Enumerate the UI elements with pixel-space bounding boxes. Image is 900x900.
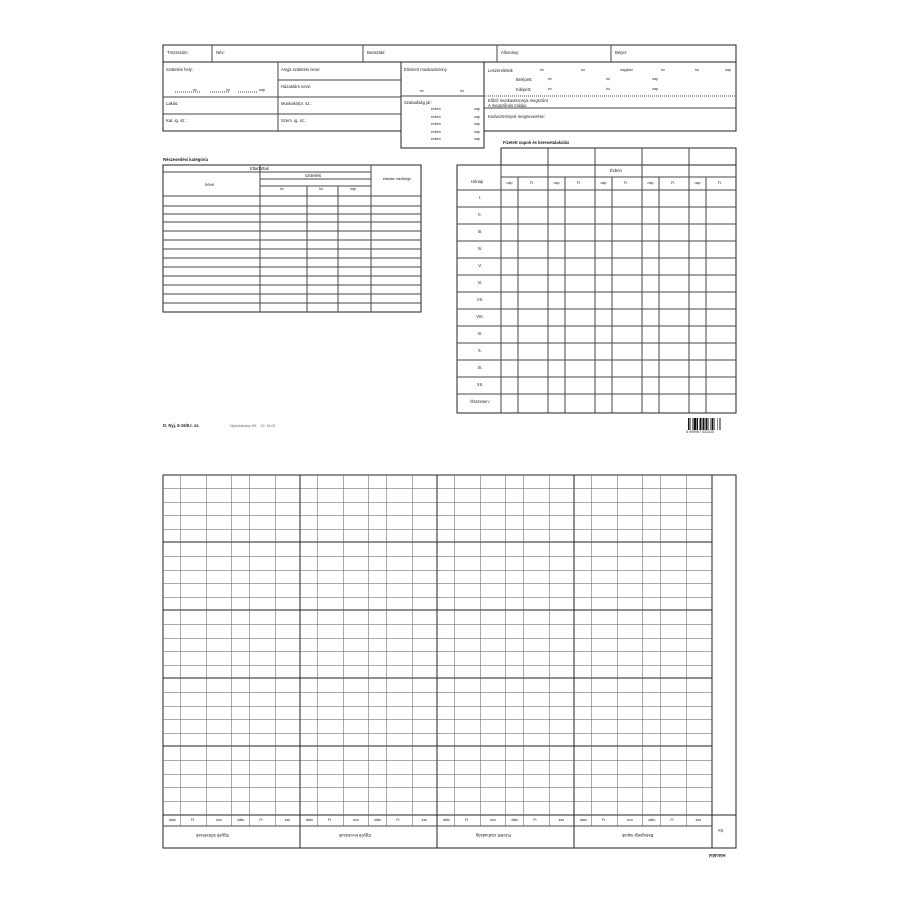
publisher: Nyomtatvány Kft. · 22. 16 02 [230, 424, 276, 428]
right-unit: hó [581, 68, 585, 72]
bottom-unit: szu [421, 818, 428, 822]
family-col-extra: eltartás minősége [382, 177, 412, 181]
right-unit: hó [606, 87, 610, 91]
unit-ev: év [193, 88, 197, 92]
bottom-unit: Ft [190, 818, 195, 822]
family-col-name: neve [205, 182, 215, 187]
bottom-unit: dátu [648, 818, 656, 822]
unit-ho-2: hó [460, 89, 464, 93]
section-title-1: Egyéb kifizetések [196, 833, 229, 839]
leave-row-unit: nap [474, 122, 480, 126]
bottom-unit: szu [284, 818, 291, 822]
bottom-unit: Ft [670, 818, 674, 822]
monthly-unit: nap [694, 181, 701, 185]
bottom-unit: Ft [259, 818, 263, 822]
unit-ev-2: év [420, 89, 424, 93]
family-unit-ev: év [280, 187, 284, 191]
bottom-unit: Ft [464, 818, 469, 822]
bottom-unit: szu [695, 818, 702, 822]
month-label: X. [478, 348, 482, 353]
leave-row-unit: nap [474, 129, 480, 134]
field-nev: Név: [216, 50, 225, 55]
field-torzsszam: Törzsszám: [167, 50, 189, 55]
month-label: IX. [477, 331, 483, 336]
right-unit: nap [652, 87, 658, 91]
month-label: V. [478, 263, 482, 268]
month-label: XI. [477, 365, 483, 370]
field-szem-ig: Szem. ig. sz.: [281, 118, 307, 123]
monthly-unit: Ft [718, 181, 722, 185]
leave-row-unit: nap [474, 114, 480, 119]
field-leszereles: Leszerelésük [488, 68, 513, 73]
month-label: III. [477, 229, 483, 234]
right-unit: év [661, 68, 665, 72]
bottom-unit: dátu [442, 818, 450, 822]
field-hazastars: Házastárs neve: [281, 84, 312, 89]
month-label: I. [478, 195, 482, 200]
family-unit-ho: hó [319, 187, 323, 191]
monthly-unit: nap [647, 181, 654, 185]
field-kat-ig: Kat. ig. sz.: [166, 118, 187, 123]
bottom-unit: szu [216, 818, 222, 822]
form-code: D. Nyj. 6-19/II.r. sz. [163, 423, 200, 428]
bottom-unit: dátu [237, 818, 245, 822]
family-unit-nap: nap [350, 187, 356, 191]
monthly-unit: Ft [624, 181, 628, 185]
field-szabadsag: Szabadság jár: [404, 100, 432, 105]
corner-label: Hátoldal [709, 853, 726, 859]
bottom-unit: dátu [579, 818, 587, 822]
field-szuletesi-hely: Születési hely: [166, 67, 193, 72]
month-label: VIII. [476, 314, 484, 319]
leave-row-label: évben [431, 114, 441, 119]
unit-ho: hó [226, 88, 230, 92]
section-title-2: Egyéb levonások [339, 833, 371, 839]
bottom-unit: szu [353, 818, 359, 822]
right-unit: év [540, 68, 544, 72]
right-unit: hó [695, 68, 699, 72]
monthly-unit: Ft [671, 181, 675, 185]
field-belepett: Belépett: [516, 77, 533, 82]
field-beosztas: Beosztás: [367, 50, 386, 55]
monthly-col-year: Évben [610, 168, 622, 173]
monthly-unit: Ft [530, 181, 534, 185]
section-title-3: Fizetett szabadság [476, 833, 512, 839]
leave-row-unit: nap [474, 107, 480, 111]
monthly-title: Fizetett napok és keresetalakulás [503, 140, 570, 145]
monthly-unit: nap [506, 181, 513, 185]
month-label: Összesen: [470, 399, 490, 404]
monthly-col-month: Hónap [471, 179, 484, 184]
field-kedvezmenyek: Kedvezmények megnevezése: [488, 114, 546, 119]
bottom-unit: dátu [168, 818, 176, 822]
family-col-group: Eltartottak [250, 166, 269, 171]
monthly-unit: nap [600, 181, 607, 185]
field-berjel: Bérjel: [615, 50, 627, 55]
leave-row-label: évben [431, 107, 441, 111]
right-unit: nap [652, 77, 658, 81]
field-megszunes: A megszűnés módja: [488, 103, 527, 108]
side-label: Év [718, 828, 723, 834]
unit-nap: nap [259, 88, 265, 92]
family-col-birth: születési [305, 173, 322, 178]
right-unit: év [548, 77, 552, 81]
field-anyja-neve: Anyja születési neve: [281, 67, 321, 72]
field-munkakor: Munkakörpr. sz.: [281, 101, 312, 106]
barcode-number: 5 999997 031020 [686, 430, 714, 434]
month-label: XII. [476, 382, 484, 387]
month-label: VI. [477, 280, 483, 285]
field-elismert: Elismert munkaviszony [404, 67, 447, 72]
month-label: IV. [477, 246, 483, 251]
right-unit: nap [725, 68, 731, 72]
monthly-unit: nap [553, 181, 560, 185]
bottom-unit: dátu [305, 818, 313, 822]
leave-row-label: évben [431, 137, 441, 141]
right-unit: év [548, 87, 552, 91]
bottom-unit: Ft [396, 818, 400, 822]
family-title: Részesedési kategória [163, 157, 208, 162]
bottom-unit: szu [490, 818, 496, 822]
field-lakas: Lakás: [166, 101, 179, 106]
leave-row-label: évben [431, 129, 441, 134]
bottom-unit: szu [558, 818, 565, 822]
month-label: II. [478, 212, 482, 217]
section-title-4: Betegségi napok [622, 833, 654, 839]
bottom-unit: szu [627, 818, 633, 822]
field-allomany: Állomány: [501, 50, 520, 55]
monthly-unit: Ft [577, 181, 581, 185]
barcode [688, 418, 736, 430]
field-elozo: Előző munkaviszonya megszűnt [488, 98, 548, 103]
leave-row-label: évben [431, 122, 441, 126]
bottom-unit: Ft [601, 818, 606, 822]
leave-row-unit: nap [474, 137, 480, 141]
field-kilepett: Kilépett: [516, 87, 532, 92]
right-unit: napjától [620, 68, 633, 72]
bottom-unit: dátu [374, 818, 382, 822]
right-unit: hó [606, 77, 610, 81]
month-label: VII. [476, 297, 484, 302]
bottom-unit: Ft [327, 818, 332, 822]
bottom-unit: Ft [533, 818, 537, 822]
bottom-unit: dátu [511, 818, 519, 822]
